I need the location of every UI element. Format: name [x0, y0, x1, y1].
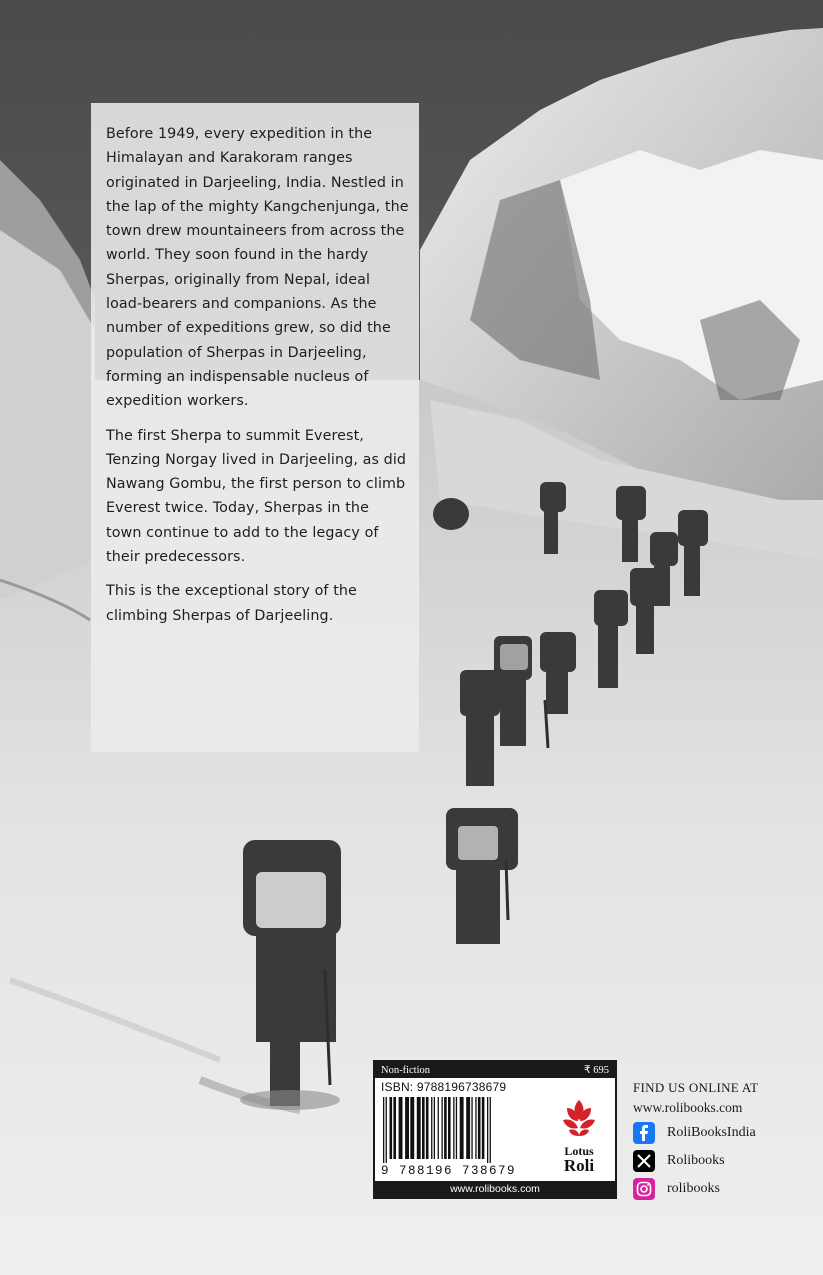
facebook-link[interactable] [633, 1122, 758, 1144]
barcode-bar [422, 1097, 425, 1159]
barcode-bar [431, 1097, 432, 1159]
social-links [633, 1080, 758, 1200]
barcode-bar [399, 1097, 403, 1159]
barcode-bar [444, 1097, 447, 1159]
barcode-bar [383, 1097, 384, 1163]
isbn-label: ISBN: 9788196738679 [381, 1080, 507, 1094]
facebook-icon [633, 1122, 655, 1144]
instagram-handle: rolibooks [667, 1181, 720, 1196]
barcode-bar [448, 1097, 451, 1159]
publisher-logo [551, 1096, 607, 1184]
barcode-body [375, 1078, 615, 1185]
barcode-header [375, 1062, 615, 1078]
barcode-bar [438, 1097, 439, 1159]
barcode-bars [381, 1097, 541, 1163]
barcode-website: www.rolibooks.com [375, 1181, 615, 1197]
logo-text-roli: Roli [563, 1156, 595, 1175]
barcode-bar [442, 1097, 443, 1159]
logo-text-lotus: Lotus [564, 1144, 594, 1158]
barcode-bar [478, 1097, 481, 1159]
barcode-bar [426, 1097, 429, 1159]
barcode-bar [417, 1097, 421, 1159]
barcode-bar [393, 1097, 396, 1159]
instagram-icon [633, 1178, 655, 1200]
blurb-panel [91, 103, 419, 752]
lotus-icon [559, 1096, 599, 1138]
barcode-bar [487, 1097, 488, 1163]
barcode-bar [405, 1097, 409, 1159]
barcode-bar [390, 1097, 393, 1159]
find-us-heading: FIND US ONLINE AT [633, 1080, 759, 1095]
x-handle: Rolibooks [667, 1153, 725, 1168]
barcode-bar [434, 1097, 435, 1159]
barcode-bar [471, 1097, 472, 1159]
barcode-bar [460, 1097, 464, 1159]
website-link[interactable]: www.rolibooks.com [633, 1100, 743, 1115]
blurb-paragraph: This is the exceptional story of the climbing Sherpas of Darjeeling. [106, 583, 357, 624]
facebook-handle: RoliBooksIndia [667, 1125, 756, 1140]
barcode-bar [466, 1097, 470, 1159]
x-link[interactable] [633, 1150, 758, 1172]
barcode-bar [482, 1097, 485, 1159]
barcode-box [373, 1060, 617, 1199]
isbn-digits: 9 788196 738679 [381, 1164, 517, 1178]
blurb-paragraph: The first Sherpa to summit Everest, Tenzing Norgay lived in Darjeeling, as did Nawang Gombu, the first person to climb Everest twice. Today, Sherpas in the town continue to add to the legacy of their predecessors. [106, 427, 407, 566]
barcode-bar [453, 1097, 454, 1159]
barcode-bar [410, 1097, 414, 1159]
barcode-bar [386, 1097, 387, 1163]
instagram-link[interactable] [633, 1178, 758, 1200]
barcode-bar [475, 1097, 476, 1159]
barcode-bar [456, 1097, 457, 1159]
x-icon [633, 1150, 655, 1172]
price-label: ₹ 695 [583, 1065, 609, 1076]
blurb-paragraph: Before 1949, every expedition in the Himalayan and Karakoram ranges originated in Darjeeling, India. Nestled in the lap of the mighty Kangchenjunga, the town drew mountaineers from across the world. They soon found in the hardy Sherpas, originally from Nepal, ideal load-bearers and companions. As the number of expeditions grew, so did the population of Sherpas in Darjeeling, forming an indispensable nucleus of expedition workers. [106, 126, 409, 410]
genre-label: Non-fiction [381, 1064, 430, 1076]
barcode-bar [490, 1097, 491, 1163]
